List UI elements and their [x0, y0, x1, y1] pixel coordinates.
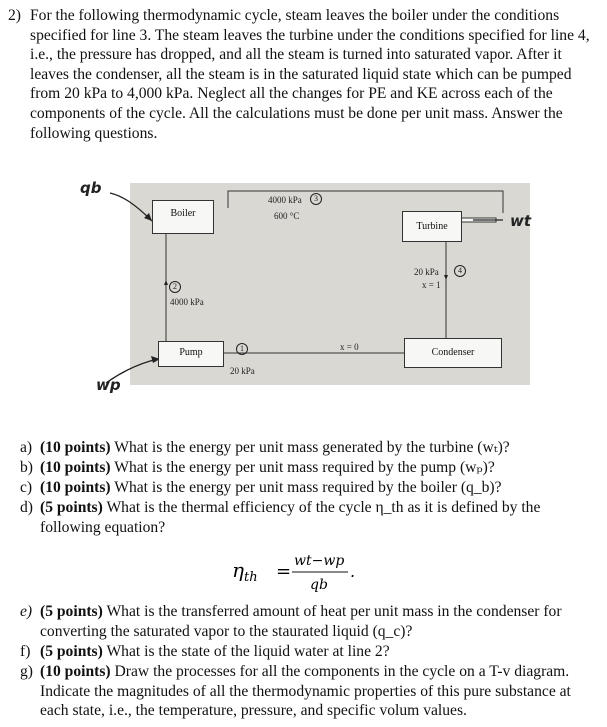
question-points: (10 points): [40, 663, 111, 680]
efficiency-equation: [232, 547, 372, 601]
turbine-box: [402, 211, 462, 242]
boiler-box: [152, 200, 214, 234]
problem-line: i.e., the pressure has dropped, and all the steam is turned into saturated vapor. After it: [30, 46, 562, 64]
question-text: What is the transferred amount of heat per unit mass in the condenser for: [106, 603, 562, 620]
question-text: Draw the processes for all the components in the cycle on a T-v diagram.: [114, 663, 570, 680]
problem-line: For the following thermodynamic cycle, steam leaves the boiler under the conditions: [30, 7, 560, 24]
state1-marker: 1: [236, 343, 248, 355]
state2-marker: 2: [169, 281, 181, 293]
heat-input-label: qb: [80, 179, 102, 197]
equation-numerator: wt−wp: [294, 553, 345, 569]
question-text: each state, i.e., the temperature, pressure, and specific volum values.: [40, 702, 467, 720]
state3-marker: 3: [310, 193, 322, 205]
equation-eta-subscript: th: [244, 570, 258, 585]
state1-pressure: 20 kPa: [230, 366, 255, 376]
pump-work-label: wp: [96, 376, 121, 394]
question-text: What is the energy per unit mass required by the pump (wₚ)?: [114, 459, 495, 476]
pump-box: [158, 341, 224, 367]
flow-arrow-state4: [444, 275, 448, 280]
equation-graphic: [232, 547, 372, 597]
state4-pressure: 20 kPa: [414, 267, 439, 277]
problem-line: from 20 kPa to 4,000 kPa. Neglect all the changes for PE and KE across each of the: [30, 85, 553, 103]
condenser-exit-quality: x = 0: [340, 342, 359, 352]
state4-marker: 4: [454, 265, 466, 277]
condenser-label: Condenser: [431, 347, 475, 358]
question-text: What is the state of the liquid water at line 2?: [106, 643, 390, 660]
problem-line: following questions.: [30, 124, 158, 142]
question-points: (10 points): [40, 479, 111, 496]
question-text: following equation?: [40, 518, 166, 536]
rankine-cycle-diagram: [78, 179, 558, 405]
question-text: What is the thermal efficiency of the cycle η_th as it is defined by the: [106, 499, 541, 516]
question-points: (5 points): [40, 499, 103, 516]
state4-quality: x = 1: [422, 280, 441, 290]
turbine-work-label: wt: [510, 212, 532, 230]
question-points: (10 points): [40, 459, 111, 476]
question-points: (5 points): [40, 603, 103, 620]
problem-line: components of the cycle. All the calculations must be done per unit mass. Answer the: [30, 105, 563, 122]
flow-arrow-state2: [164, 280, 168, 285]
boiler-label: Boiler: [170, 208, 196, 219]
question-text: converting the saturated vapor to the staurated liquid (q_c)?: [40, 622, 413, 640]
equation-equals: =: [276, 561, 292, 582]
question-text: Indicate the magnitudes of all the thermodynamic properties of this pure substance at: [40, 682, 571, 700]
turbine-label: Turbine: [416, 221, 448, 232]
equation-denominator: qb: [310, 577, 328, 593]
problem-line: specified for line 3. The steam leaves the turbine under the conditions specified for line 4,: [30, 26, 590, 44]
pump-label: Pump: [179, 347, 203, 358]
problem-line: leaves the condenser, all the steam is in the saturated liquid state which can be pumped: [30, 65, 572, 83]
question-text: What is the energy per unit mass generated by the turbine (wₜ)?: [114, 439, 510, 456]
equation-eta: η: [232, 558, 244, 582]
question-text: What is the energy per unit mass required by the boiler (q_b)?: [114, 479, 502, 496]
problem-number: 2): [8, 7, 21, 24]
cycle-piping: [78, 183, 558, 405]
question-points: (5 points): [40, 643, 103, 660]
state3-pressure: 4000 kPa: [268, 195, 302, 205]
state2-pressure: 4000 kPa: [170, 297, 204, 307]
state3-temperature: 600 °C: [274, 211, 300, 221]
condenser-box: [404, 338, 502, 368]
question-points: (10 points): [40, 439, 111, 456]
equation-period: .: [350, 562, 356, 581]
